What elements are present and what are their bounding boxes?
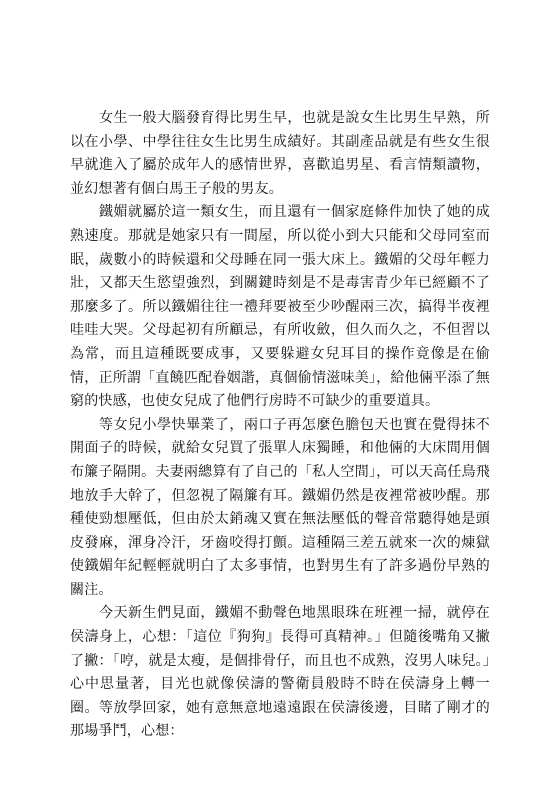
body-text [70,107,490,744]
paragraph-2: 鐵媚就屬於這一類女生，而且還有一個家庭條件加快了她的成熟速度。那就是她家只有一間屋，所以從小到大只能和父母同室而眠，歲數小的時候還和父母睡在同一張大床上。鐵媚的父母年輕力壯，又都天生慾望強烈，到關鍵時刻是不是毒害青少年已經顧不了那麼多了。所以鐵媚往往一禮拜要被至少吵醒兩三次，搞得半夜裡哇哇大哭。父母起初有所顧忌，有所收斂，但久而久之，不但習以為常，而且這種既要成事，又要躲避女兒耳目的操作竟像是在偷情，正所謂「直饒匹配眷姻諧，真個偷情滋味美」，給他倆平添了無窮的快感，也使女兒成了他們行房時不可缺少的重要道具。 [70,204,490,410]
paragraph-3: 等女兒小學快畢業了，兩口子再怎麼色膽包天也實在覺得抹不開面子的時候，就給女兒買了張單人床獨睡，和他倆的大床間用個布簾子隔開。夫妻兩總算有了自己的「私人空間」，可以天高任鳥飛地放手大幹了，但忽視了隔簾有耳。鐵媚仍然是夜裡常被吵醒。那種使勁想壓低，但由於太銷魂又實在無法壓低的聲音常聽得她是頭皮發麻，渾身冷汗，牙齒咬得打顫。這種隔三差五就來一次的煉獄使鐵媚年紀輕輕就明白了太多事情，也對男生有了許多過份早熟的關注。 [70,416,490,598]
paragraph-4: 今天新生們見面，鐵媚不動聲色地黑眼珠在班裡一掃，就停在侯濤身上，心想：「這位『狗狗』長得可真精神。」但隨後嘴角又撇了撇：「哼，就是太瘦，是個排骨仔，而且也不成熟，沒男人味兒。」心中思量著，目光也就像侯濤的警衛員般時不時在侯濤身上轉一圈。等放學回家，她有意無意地遠遠跟在侯濤後邊，目睹了剛才的那場爭鬥，心想： [70,605,490,740]
paragraph-1: 女生一般大腦發育得比男生早，也就是說女生比男生早熟，所以在小學、中學往往女生比男生成績好。其副產品就是有些女生很早就進入了屬於成年人的感情世界，喜歡追男星、看言情類讀物，並幻想著有個白馬王子般的男友。 [70,110,490,197]
